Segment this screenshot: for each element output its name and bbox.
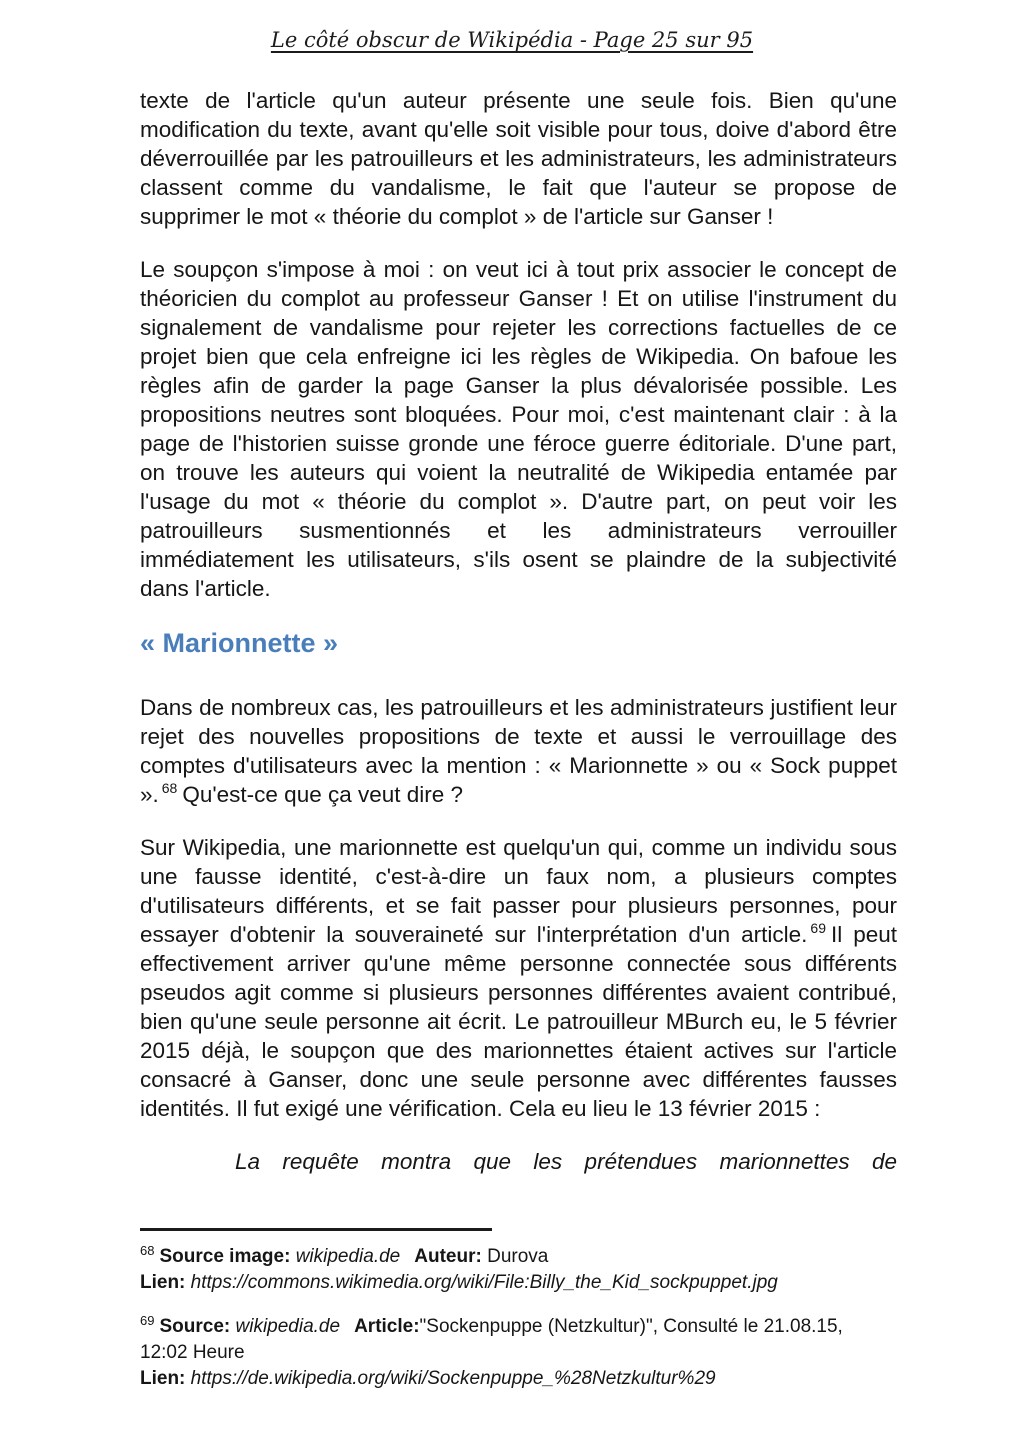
content-column	[140, 86, 897, 1176]
footnote-68-link-value: https://commons.wikimedia.org/wiki/File:Billy_the_Kid_sockpuppet.jpg	[190, 1272, 778, 1293]
footnotes-section	[140, 1228, 900, 1410]
running-header	[0, 28, 1024, 52]
footnote-69-source-value: wikipedia.de	[235, 1316, 341, 1337]
footnote-69-source-label: Source:	[159, 1316, 231, 1337]
footnote-68-author-label: Auteur:	[414, 1246, 482, 1267]
paragraph-3-text-after: Qu'est-ce que ça veut dire ?	[182, 782, 464, 807]
paragraph-4-text: Sur Wikipedia, une marionnette est quelqu'un qui, comme un individu sous une fausse identité, c'est-à-dire un faux nom, a plusieurs comptes d'utilisateurs différents, et se fait passer pour plusieurs personnes, pour essayer d'obtenir la souveraineté sur l'interprétation d'un article.	[140, 835, 897, 947]
footnote-ref-68: 68	[161, 780, 178, 796]
footnote-68-number: 68	[140, 1243, 155, 1258]
section-heading-marionnette: « Marionnette »	[140, 628, 339, 658]
footnote-68-link-label: Lien:	[140, 1272, 186, 1293]
footnote-69-time-value: 12:02 Heure	[140, 1342, 245, 1363]
footnote-separator	[140, 1228, 492, 1231]
paragraph-2: Le soupçon s'impose à moi : on veut ici à tout prix associer le concept de théoricien du complot au professeur Ganser ! Et on utilise l'instrument du signalement de vandalisme pour rejeter les corrections factuelles de ce projet bien que cela enfreigne ici les règles de Wikipedia. On bafoue les règles afin de garder la page Ganser la plus dévalorisée possible. Les propositions neutres sont bloquées. Pour moi, c'est maintenant clair : à la page de l'historien suisse gronde une féroce guerre éditoriale. D'une part, on trouve les auteurs qui voient la neutralité de Wikipedia entamée par l'usage du mot « théorie du complot ». D'autre part, on peut voir les patrouilleurs susmentionnés et les administrateurs verrouiller immédiatement les utilisateurs, s'ils osent se plaindre de la subjectivité dans l'article.	[140, 257, 897, 601]
paragraph-4-text-after: Il peut effectivement arriver qu'une même personne connectée sous différents pseudos agit comme si plusieurs personnes différentes avaient contribué, bien qu'une seule personne ait écrit. Le patrouilleur MBurch eu, le 5 février 2015 déjà, le soupçon que des marionnettes étaient actives sur l'article consacré à Ganser, donc une seule personne avec différentes fausses identités. Il fut exigé une vérification. Cela eu lieu le 13 février 2015 :	[140, 922, 897, 1121]
paragraph-3	[140, 693, 897, 809]
footnote-68-source-label: Source image:	[159, 1246, 291, 1267]
footnote-69-link-line	[140, 1366, 900, 1392]
footnote-69-link-label: Lien:	[140, 1368, 186, 1389]
paragraph-4	[140, 833, 897, 1123]
footnote-69	[140, 1314, 900, 1392]
running-header-title: Le côté obscur de Wikipédia - Page 25 sur 95	[270, 28, 754, 52]
footnote-69-article-label: Article:	[354, 1316, 420, 1337]
footnote-68-info-line	[140, 1244, 900, 1270]
footnote-68-link-line	[140, 1270, 900, 1296]
quote-paragraph: La requête montra que les prétendues marionnettes de	[235, 1149, 897, 1174]
footnote-68-source-value: wikipedia.de	[295, 1246, 401, 1267]
footnote-68-author-value: Durova	[487, 1246, 549, 1267]
footnote-69-number: 69	[140, 1313, 155, 1328]
footnote-69-time-line	[140, 1340, 900, 1366]
footnote-69-link-value: https://de.wikipedia.org/wiki/Sockenpuppe_%28Netzkultur%29	[190, 1368, 716, 1389]
paragraph-3-text: Dans de nombreux cas, les patrouilleurs et les administrateurs justifient leur rejet des nouvelles propositions de texte et aussi le verrouillage des comptes d'utilisateurs avec la mention : « Marionnette » ou « Sock puppet ».	[140, 695, 897, 807]
footnote-69-info-line	[140, 1314, 900, 1340]
footnote-ref-69: 69	[810, 920, 826, 936]
footnote-68	[140, 1244, 900, 1296]
footnote-69-article-value: "Sockenpuppe (Netzkultur)", Consulté le 21.08.15,	[419, 1316, 843, 1337]
paragraph-1: texte de l'article qu'un auteur présente une seule fois. Bien qu'une modification du texte, avant qu'elle soit visible pour tous, doive d'abord être déverrouillée par les patrouilleurs et les administrateurs, les administrateurs classent comme du vandalisme, le fait que l'auteur se propose de supprimer le mot « théorie du complot » de l'article sur Ganser !	[140, 88, 897, 229]
